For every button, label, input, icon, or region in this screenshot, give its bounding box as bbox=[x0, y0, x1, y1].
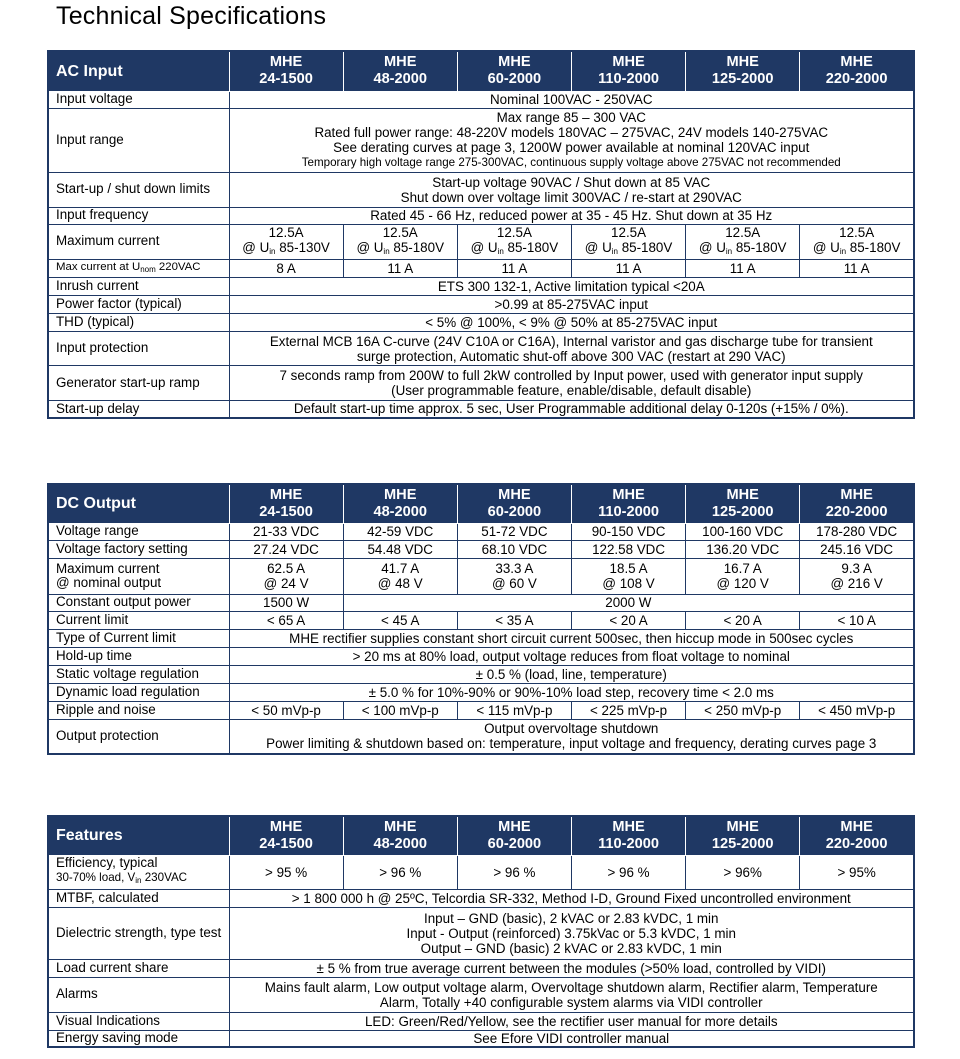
row-value: 12.5A @ $U_{in}$ 85-180V bbox=[571, 224, 685, 259]
row-value: Nominal 100VAC - 250VAC bbox=[229, 91, 914, 108]
row-value: ± 5 % from true average current between the modules (>50% load, controlled by VIDI) bbox=[229, 959, 914, 977]
model-header bbox=[800, 816, 914, 855]
row-value: 1500 W bbox=[229, 594, 343, 611]
model-header bbox=[229, 816, 343, 855]
table-row bbox=[48, 594, 914, 611]
row-value: 245.16 VDC bbox=[800, 540, 914, 558]
row-label: Maximum current @ nominal output bbox=[48, 558, 229, 594]
page-title: Technical Specifications bbox=[56, 2, 327, 30]
row-label: Dielectric strength, type test bbox=[48, 907, 229, 959]
table-row bbox=[48, 907, 914, 959]
model-text: MHE 60-2000 bbox=[487, 818, 542, 852]
model-text: MHE 48-2000 bbox=[373, 54, 428, 88]
table-row bbox=[48, 665, 914, 683]
model-text: MHE 60-2000 bbox=[487, 54, 542, 88]
model-text: MHE 110-2000 bbox=[598, 486, 659, 520]
row-label: Output protection bbox=[48, 719, 229, 754]
header-row bbox=[48, 484, 914, 523]
row-value: 12.5A @ $U_{in}$ 85-130V bbox=[229, 224, 343, 259]
row-value: 62.5 A @ 24 V bbox=[229, 558, 343, 594]
row-value: 178-280 VDC bbox=[800, 523, 914, 540]
model-text: MHE 48-2000 bbox=[373, 818, 428, 852]
row-value: MHE rectifier supplies constant short circuit current 500sec, then hiccup mode in 500sec cycles bbox=[229, 629, 914, 647]
row-value: > 20 ms at 80% load, output voltage reduces from float voltage to nominal bbox=[229, 647, 914, 665]
row-label: Hold-up time bbox=[48, 647, 229, 665]
row-value: >0.99 at 85-275VAC input bbox=[229, 296, 914, 314]
row-value: < 100 mVp-p bbox=[343, 701, 457, 719]
row-label: Current limit bbox=[48, 611, 229, 629]
ac-input-table bbox=[47, 50, 915, 419]
table-row bbox=[48, 1012, 914, 1030]
row-value: Output overvoltage shutdown Power limiting & shutdown based on: temperature, input voltage and frequency, derating curves page 3 bbox=[229, 719, 914, 754]
row-value: > 96 % bbox=[571, 855, 685, 889]
model-text: MHE 220-2000 bbox=[825, 486, 888, 520]
row-value: < 450 mVp-p bbox=[800, 701, 914, 719]
row-value: ETS 300 132-1, Active limitation typical <20A bbox=[229, 278, 914, 296]
model-text: MHE 220-2000 bbox=[825, 818, 888, 852]
table-row bbox=[48, 647, 914, 665]
row-value: > 1 800 000 h @ 25ºC, Telcordia SR-332, Method I-D, Ground Fixed uncontrolled environment bbox=[229, 889, 914, 907]
row-value: > 95 % bbox=[229, 855, 343, 889]
row-label: Inrush current bbox=[48, 278, 229, 296]
table-row bbox=[48, 332, 914, 366]
row-value: 33.3 A @ 60 V bbox=[457, 558, 571, 594]
row-value: 7 seconds ramp from 200W to full 2kW controlled by Input power, used with generator input supply (User programmable feature, enable/disable, default disable) bbox=[229, 366, 914, 401]
model-header bbox=[229, 484, 343, 523]
row-label: Efficiency, typical 30-70% load, $V_{in}$ 230VAC bbox=[48, 855, 229, 889]
row-value: < 10 A bbox=[800, 611, 914, 629]
row-value: LED: Green/Red/Yellow, see the rectifier user manual for more details bbox=[229, 1012, 914, 1030]
model-text: MHE 24-1500 bbox=[259, 54, 313, 88]
row-value: 11 A bbox=[457, 259, 571, 278]
row-value: See Efore VIDI controller manual bbox=[229, 1030, 914, 1047]
table-row bbox=[48, 540, 914, 558]
row-value: 12.5A @ $U_{in}$ 85-180V bbox=[686, 224, 800, 259]
model-header bbox=[343, 816, 457, 855]
row-value: Rated 45 - 66 Hz, reduced power at 35 - 45 Hz. Shut down at 35 Hz bbox=[229, 207, 914, 224]
model-text: MHE 125-2000 bbox=[711, 818, 774, 852]
row-label: Maximum current bbox=[48, 224, 229, 259]
row-value: < 35 A bbox=[457, 611, 571, 629]
row-value: 122.58 VDC bbox=[571, 540, 685, 558]
row-value: Input – GND (basic), 2 kVAC or 2.83 kVDC, 1 min Input - Output (reinforced) 3.75kVac or 5.3 kVDC, 1 min Output – GND (basic) 2 kVAC or 2.83 kVDC, 1 min bbox=[229, 907, 914, 959]
row-value: < 225 mVp-p bbox=[571, 701, 685, 719]
model-text: MHE 220-2000 bbox=[825, 54, 888, 88]
table-row bbox=[48, 1030, 914, 1047]
header-row bbox=[48, 51, 914, 91]
row-value: 12.5A @ $U_{in}$ 85-180V bbox=[457, 224, 571, 259]
row-label: Start-up delay bbox=[48, 401, 229, 418]
row-value: 42-59 VDC bbox=[343, 523, 457, 540]
row-value: 41.7 A @ 48 V bbox=[343, 558, 457, 594]
row-label: Input voltage bbox=[48, 91, 229, 108]
row-value: 11 A bbox=[571, 259, 685, 278]
row-label: Input protection bbox=[48, 332, 229, 366]
table-row bbox=[48, 172, 914, 207]
table-row bbox=[48, 629, 914, 647]
table-row bbox=[48, 296, 914, 314]
model-header bbox=[343, 484, 457, 523]
table-row bbox=[48, 977, 914, 1012]
row-value: 54.48 VDC bbox=[343, 540, 457, 558]
row-label: Voltage factory setting bbox=[48, 540, 229, 558]
model-header bbox=[571, 816, 685, 855]
table-row bbox=[48, 701, 914, 719]
header-row bbox=[48, 816, 914, 855]
row-value: < 65 A bbox=[229, 611, 343, 629]
row-value: 27.24 VDC bbox=[229, 540, 343, 558]
table-row bbox=[48, 558, 914, 594]
model-text: MHE 24-1500 bbox=[259, 486, 313, 520]
model-header bbox=[571, 484, 685, 523]
row-value: External MCB 16A C-curve (24V C10A or C16A), Internal varistor and gas discharge tube for transient surge protection, Automatic shut-off above 300 VAC (restart at 290 VAC) bbox=[229, 332, 914, 366]
row-value: 12.5A @ $U_{in}$ 85-180V bbox=[343, 224, 457, 259]
row-label: Load current share bbox=[48, 959, 229, 977]
row-value: ± 5.0 % for 10%-90% or 90%-10% load step, recovery time < 2.0 ms bbox=[229, 683, 914, 701]
row-value: 9.3 A @ 216 V bbox=[800, 558, 914, 594]
row-value: < 115 mVp-p bbox=[457, 701, 571, 719]
model-header bbox=[571, 51, 685, 91]
row-value: Default start-up time approx. 5 sec, User Programmable additional delay 0-120s (+15% / 0%). bbox=[229, 401, 914, 418]
row-label: Max current at $U_{nom}$ 220VAC bbox=[48, 259, 229, 278]
table-row bbox=[48, 611, 914, 629]
row-value: > 96 % bbox=[343, 855, 457, 889]
row-label: Dynamic load regulation bbox=[48, 683, 229, 701]
table-row bbox=[48, 523, 914, 540]
model-header bbox=[457, 816, 571, 855]
row-value: Start-up voltage 90VAC / Shut down at 85 VAC Shut down over voltage limit 300VAC / re-start at 290VAC bbox=[229, 172, 914, 207]
row-value: 12.5A @ $U_{in}$ 85-180V bbox=[800, 224, 914, 259]
table-row bbox=[48, 207, 914, 224]
model-header bbox=[686, 484, 800, 523]
model-header bbox=[800, 51, 914, 91]
table-row bbox=[48, 366, 914, 401]
table-row bbox=[48, 278, 914, 296]
row-value: 8 A bbox=[229, 259, 343, 278]
row-value: 16.7 A @ 120 V bbox=[686, 558, 800, 594]
row-value: 136.20 VDC bbox=[686, 540, 800, 558]
row-label: Start-up / shut down limits bbox=[48, 172, 229, 207]
row-label: Visual Indications bbox=[48, 1012, 229, 1030]
row-label: Ripple and noise bbox=[48, 701, 229, 719]
table-row bbox=[48, 108, 914, 172]
row-value: 11 A bbox=[800, 259, 914, 278]
row-value: 11 A bbox=[343, 259, 457, 278]
table-row bbox=[48, 683, 914, 701]
model-text: MHE 125-2000 bbox=[711, 486, 774, 520]
section-heading: Features bbox=[48, 816, 229, 855]
row-value: > 95% bbox=[800, 855, 914, 889]
model-header bbox=[686, 816, 800, 855]
row-label: Constant output power bbox=[48, 594, 229, 611]
model-text: MHE 125-2000 bbox=[711, 54, 774, 88]
row-label: Energy saving mode bbox=[48, 1030, 229, 1047]
row-label: Voltage range bbox=[48, 523, 229, 540]
table-row bbox=[48, 719, 914, 754]
model-header bbox=[457, 484, 571, 523]
row-label: Power factor (typical) bbox=[48, 296, 229, 314]
row-value: 90-150 VDC bbox=[571, 523, 685, 540]
table-row bbox=[48, 259, 914, 278]
model-header bbox=[686, 51, 800, 91]
row-value: ± 0.5 % (load, line, temperature) bbox=[229, 665, 914, 683]
section-heading: DC Output bbox=[48, 484, 229, 523]
dc-output-table bbox=[47, 483, 915, 755]
model-text: MHE 110-2000 bbox=[598, 54, 659, 88]
table-row bbox=[48, 91, 914, 108]
row-value: > 96% bbox=[686, 855, 800, 889]
table-row bbox=[48, 314, 914, 332]
row-value: 11 A bbox=[686, 259, 800, 278]
model-text: MHE 110-2000 bbox=[598, 818, 659, 852]
row-value: < 20 A bbox=[571, 611, 685, 629]
row-label: Alarms bbox=[48, 977, 229, 1012]
row-value: 100-160 VDC bbox=[686, 523, 800, 540]
model-header bbox=[800, 484, 914, 523]
row-value: < 5% @ 100%, < 9% @ 50% at 85-275VAC input bbox=[229, 314, 914, 332]
section-heading: AC Input bbox=[48, 51, 229, 91]
row-value: < 45 A bbox=[343, 611, 457, 629]
row-value: < 250 mVp-p bbox=[686, 701, 800, 719]
table-row bbox=[48, 889, 914, 907]
row-value: < 20 A bbox=[686, 611, 800, 629]
model-header bbox=[457, 51, 571, 91]
table-row bbox=[48, 224, 914, 259]
features-table bbox=[47, 815, 915, 1048]
model-header bbox=[343, 51, 457, 91]
row-label: MTBF, calculated bbox=[48, 889, 229, 907]
model-text: MHE 24-1500 bbox=[259, 818, 313, 852]
row-label: Generator start-up ramp bbox=[48, 366, 229, 401]
row-value: 2000 W bbox=[343, 594, 914, 611]
model-header bbox=[229, 51, 343, 91]
row-value: 18.5 A @ 108 V bbox=[571, 558, 685, 594]
row-value: 51-72 VDC bbox=[457, 523, 571, 540]
row-label: Static voltage regulation bbox=[48, 665, 229, 683]
row-value: 21-33 VDC bbox=[229, 523, 343, 540]
row-value: > 96 % bbox=[457, 855, 571, 889]
model-text: MHE 48-2000 bbox=[373, 486, 428, 520]
row-label: Input frequency bbox=[48, 207, 229, 224]
row-label: Input range bbox=[48, 108, 229, 172]
table-row bbox=[48, 401, 914, 418]
row-label: THD (typical) bbox=[48, 314, 229, 332]
table-row bbox=[48, 855, 914, 889]
row-value: 68.10 VDC bbox=[457, 540, 571, 558]
row-label: Type of Current limit bbox=[48, 629, 229, 647]
model-text: MHE 60-2000 bbox=[487, 486, 542, 520]
table-row bbox=[48, 959, 914, 977]
row-value: Mains fault alarm, Low output voltage alarm, Overvoltage shutdown alarm, Rectifier alarm, Temperature Alarm, Totally +40 configurable system alarms via VIDI controller bbox=[229, 977, 914, 1012]
row-value: < 50 mVp-p bbox=[229, 701, 343, 719]
row-value: Max range 85 – 300 VAC Rated full power range: 48-220V models 180VAC – 275VAC, 24V models 140-275VAC See derating curves at page 3, 1200W power available at nominal 120VAC input Temporary high voltage range 275-300VAC, continuous supply voltage above 275VAC not recommended bbox=[229, 108, 914, 172]
